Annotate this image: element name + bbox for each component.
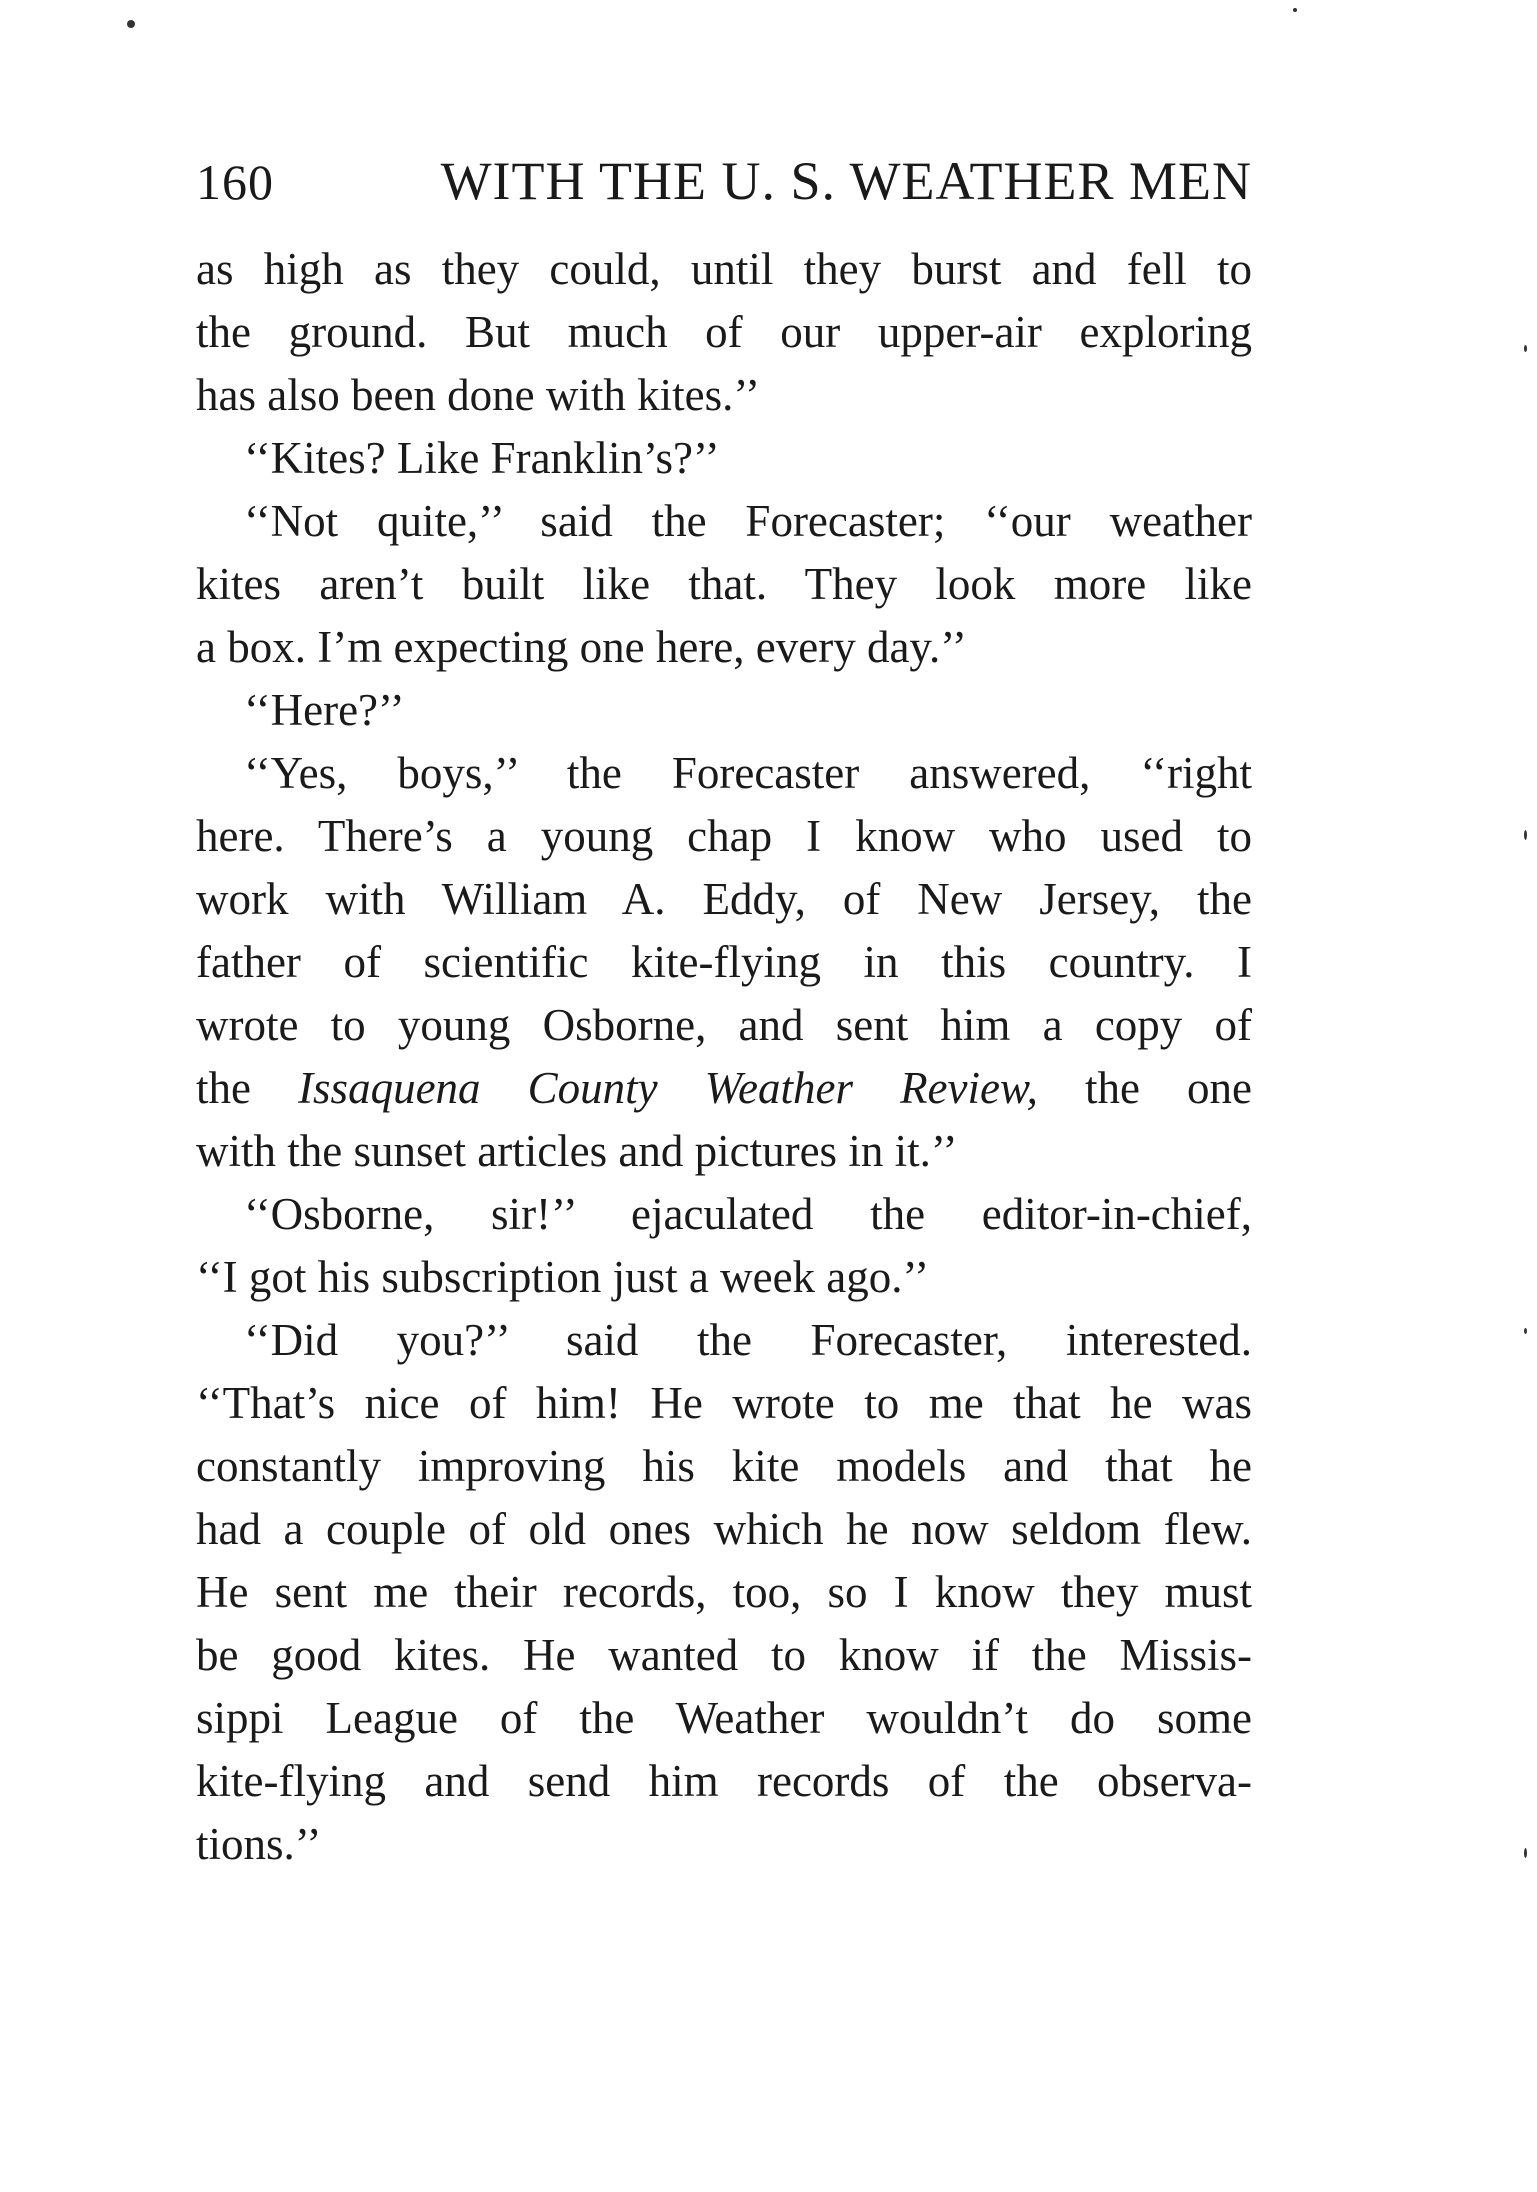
- text-line: a box. I’m expecting one here, every day.’’: [196, 622, 967, 672]
- text-line: ‘‘Kites? Like Franklin’s?’’: [244, 433, 720, 483]
- text-line: wrote to young Osborne, and sent him a copy of: [196, 1000, 1252, 1050]
- ink-speck: [1524, 345, 1527, 352]
- text-line: kites aren’t built like that. They look more like: [196, 559, 1252, 609]
- text-line: He sent me their records, too, so I know they must: [196, 1567, 1252, 1617]
- italic-title: Issaquena County Weather Review,: [298, 1063, 1038, 1113]
- ink-speck: [1524, 1328, 1527, 1334]
- ink-speck: [1524, 830, 1527, 840]
- running-header: [196, 150, 1252, 212]
- text-span: the: [196, 1063, 299, 1113]
- ink-speck: [127, 20, 135, 28]
- text-line: ‘‘Here?’’: [244, 685, 405, 735]
- text-line: here. There’s a young chap I know who used to: [196, 811, 1252, 861]
- text-line: constantly improving his kite models and that he: [196, 1441, 1252, 1491]
- text-line: be good kites. He wanted to know if the Missis-: [196, 1630, 1252, 1680]
- text-line: with the sunset articles and pictures in it.’’: [196, 1126, 958, 1176]
- text-line: ‘‘Did you?’’ said the Forecaster, interested.: [244, 1315, 1252, 1365]
- body-text: [196, 238, 1252, 1876]
- ink-speck: [1524, 1848, 1527, 1858]
- text-line: kite-flying and send him records of the observa-: [196, 1756, 1252, 1806]
- ink-speck: [1293, 8, 1297, 12]
- text-line: sippi League of the Weather wouldn’t do some: [196, 1693, 1252, 1743]
- text-line: ‘‘Not quite,’’ said the Forecaster; ‘‘our weather: [244, 496, 1252, 546]
- page-number: 160: [196, 154, 274, 210]
- text-line: work with William A. Eddy, of New Jersey, the: [196, 874, 1252, 924]
- text-line: had a couple of old ones which he now seldom flew.: [196, 1504, 1252, 1554]
- text-line: [196, 1057, 1252, 1120]
- text-line: tions.’’: [196, 1819, 322, 1869]
- text-line: the ground. But much of our upper-air exploring: [196, 307, 1252, 357]
- text-line: as high as they could, until they burst and fell to: [196, 244, 1252, 294]
- text-line: ‘‘That’s nice of him! He wrote to me that he was: [196, 1378, 1252, 1428]
- running-title: WITH THE U. S. WEATHER MEN: [440, 151, 1252, 211]
- text-line: ‘‘Osborne, sir!’’ ejaculated the editor-in-chief,: [244, 1189, 1252, 1239]
- text-line: father of scientific kite-flying in this country. I: [196, 937, 1252, 987]
- text-line: ‘‘Yes, boys,’’ the Forecaster answered, ‘‘right: [244, 748, 1252, 798]
- text-line: has also been done with kites.’’: [196, 370, 761, 420]
- text-line: ‘‘I got his subscription just a week ago.’’: [196, 1252, 930, 1302]
- text-span: the one: [1037, 1063, 1253, 1113]
